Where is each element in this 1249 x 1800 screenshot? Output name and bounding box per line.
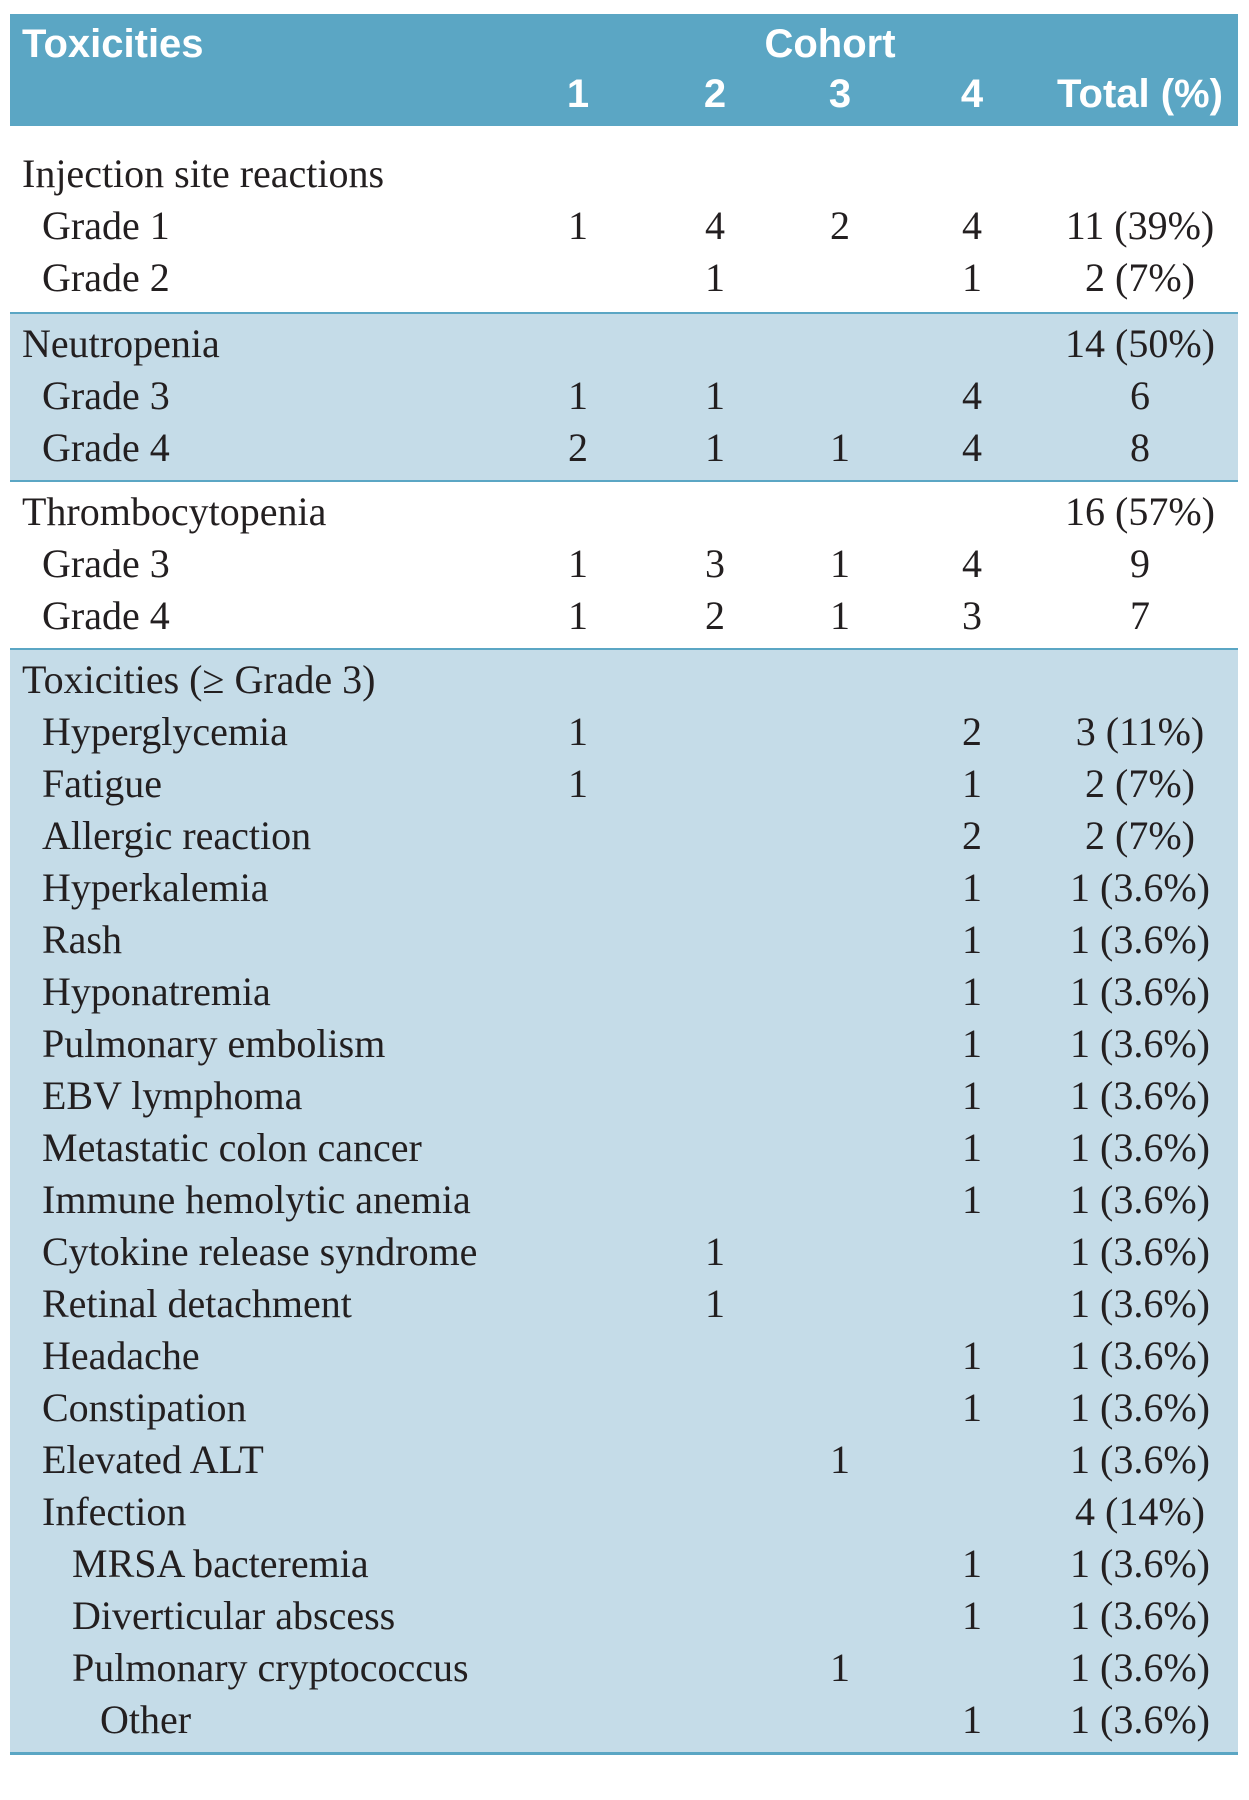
row-label: Grade 2 (42, 255, 170, 300)
table-row (10, 1694, 1238, 1746)
cell-total: 1 (3.6%) (1070, 1229, 1210, 1274)
table-row (10, 966, 1238, 1018)
row-label: Infection (42, 1489, 187, 1534)
cell-total: 1 (3.6%) (1070, 865, 1210, 910)
table-row (10, 1538, 1238, 1590)
row-label: Pulmonary embolism (42, 1021, 386, 1066)
table-row (10, 486, 1238, 538)
cell-cohort-2: 1 (705, 1229, 725, 1274)
cell-total: 1 (3.6%) (1070, 1541, 1210, 1586)
row-label: Elevated ALT (42, 1437, 264, 1482)
table-row (10, 1174, 1238, 1226)
cell-cohort-1: 1 (568, 709, 588, 754)
cell-cohort-4: 1 (962, 1125, 982, 1170)
cell-cohort-3: 1 (830, 425, 850, 470)
cell-cohort-4: 1 (962, 1333, 982, 1378)
cell-total: 7 (1130, 593, 1150, 638)
cell-cohort-4: 1 (962, 255, 982, 300)
column-header-cohort-3: 3 (828, 72, 852, 116)
table-section (10, 482, 1238, 650)
cell-cohort-1: 1 (568, 203, 588, 248)
cell-cohort-3: 1 (830, 1645, 850, 1690)
row-label: Diverticular abscess (72, 1593, 396, 1638)
cell-cohort-4: 4 (962, 541, 982, 586)
toxicities-table (10, 14, 1238, 1755)
row-label: Injection site reactions (22, 151, 385, 196)
table-row (10, 706, 1238, 758)
table-row (10, 252, 1238, 304)
cell-cohort-3: 1 (830, 1437, 850, 1482)
cell-cohort-1: 2 (568, 425, 588, 470)
cell-cohort-1: 1 (568, 593, 588, 638)
row-label: Pulmonary cryptococcus (72, 1645, 469, 1690)
cell-cohort-3: 1 (830, 593, 850, 638)
table-section (10, 126, 1238, 314)
cell-total: 9 (1130, 541, 1150, 586)
table-row (10, 1590, 1238, 1642)
table-row (10, 1122, 1238, 1174)
table-row (10, 590, 1238, 642)
row-label: Toxicities (≥ Grade 3) (22, 657, 376, 702)
cell-cohort-4: 2 (962, 813, 982, 858)
column-header-cohort-4: 4 (960, 72, 984, 116)
row-label: Headache (42, 1333, 200, 1378)
cell-cohort-3: 2 (830, 203, 850, 248)
cell-total: 6 (1130, 373, 1150, 418)
cell-cohort-4: 2 (962, 709, 982, 754)
cell-total: 1 (3.6%) (1070, 1281, 1210, 1326)
table-row (10, 318, 1238, 370)
table-section (10, 650, 1238, 1752)
table-row (10, 1278, 1238, 1330)
table-bottom-rule (10, 1752, 1238, 1755)
row-label: Rash (42, 917, 122, 962)
cell-cohort-1: 1 (568, 761, 588, 806)
row-label: Hyperkalemia (42, 865, 269, 910)
table-row (10, 1642, 1238, 1694)
cell-cohort-4: 3 (962, 593, 982, 638)
cell-cohort-4: 1 (962, 761, 982, 806)
cell-cohort-4: 1 (962, 1177, 982, 1222)
row-label: Thrombocytopenia (22, 489, 327, 534)
cell-total: 1 (3.6%) (1070, 1333, 1210, 1378)
table-row (10, 370, 1238, 422)
row-label: Metastatic colon cancer (42, 1125, 422, 1170)
cell-total: 3 (11%) (1075, 709, 1205, 754)
cell-cohort-4: 1 (962, 865, 982, 910)
cell-cohort-1: 1 (568, 373, 588, 418)
table-row (10, 1226, 1238, 1278)
table-row (10, 1486, 1238, 1538)
cell-total: 1 (3.6%) (1070, 969, 1210, 1014)
cell-cohort-4: 1 (962, 1541, 982, 1586)
cell-total: 11 (39%) (1065, 203, 1215, 248)
row-label: MRSA bacteremia (72, 1541, 369, 1586)
row-label: Neutropenia (22, 321, 220, 366)
table-body (10, 126, 1238, 1752)
row-label: Allergic reaction (42, 813, 312, 858)
row-label: Hyponatremia (42, 969, 271, 1014)
row-label: Grade 3 (42, 373, 170, 418)
row-label: Cytokine release syndrome (42, 1229, 478, 1274)
row-label: Fatigue (42, 761, 162, 806)
cell-cohort-2: 3 (705, 541, 725, 586)
table-row (10, 1070, 1238, 1122)
cell-cohort-4: 1 (962, 1385, 982, 1430)
cell-cohort-4: 4 (962, 203, 982, 248)
table-row (10, 422, 1238, 474)
row-label: Immune hemolytic anemia (42, 1177, 471, 1222)
table-row (10, 148, 1238, 200)
cell-total: 1 (3.6%) (1070, 1645, 1210, 1690)
row-label: Grade 1 (42, 203, 170, 248)
cell-total: 1 (3.6%) (1070, 1125, 1210, 1170)
cell-total: 1 (3.6%) (1070, 1697, 1210, 1742)
table-row (10, 914, 1238, 966)
cell-total: 1 (3.6%) (1070, 1385, 1210, 1430)
table-row (10, 1434, 1238, 1486)
cell-cohort-2: 1 (705, 425, 725, 470)
cell-total: 14 (50%) (1065, 321, 1215, 366)
table-row (10, 1018, 1238, 1070)
row-label: Retinal detachment (42, 1281, 352, 1326)
row-label: Grade 4 (42, 593, 170, 638)
cell-cohort-2: 1 (705, 1281, 725, 1326)
row-label: Grade 3 (42, 541, 170, 586)
cell-total: 1 (3.6%) (1070, 917, 1210, 962)
cell-total: 2 (7%) (1085, 761, 1195, 806)
cell-cohort-4: 4 (962, 425, 982, 470)
row-label: Hyperglycemia (42, 709, 288, 754)
table-row (10, 1330, 1238, 1382)
row-label: EBV lymphoma (42, 1073, 303, 1118)
column-header-toxicities: Toxicities (22, 22, 204, 66)
cell-cohort-4: 1 (962, 1593, 982, 1638)
cell-cohort-4: 1 (962, 1697, 982, 1742)
column-header-cohort-1: 1 (566, 72, 590, 116)
column-header-cohort-2: 2 (703, 72, 727, 116)
cell-total: 1 (3.6%) (1070, 1437, 1210, 1482)
cell-cohort-4: 1 (962, 1073, 982, 1118)
cell-cohort-4: 1 (962, 1021, 982, 1066)
cell-cohort-3: 1 (830, 541, 850, 586)
table-row (10, 538, 1238, 590)
cell-cohort-2: 2 (705, 593, 725, 638)
cell-cohort-2: 1 (705, 373, 725, 418)
cell-total: 4 (14%) (1075, 1489, 1205, 1534)
table-row (10, 1382, 1238, 1434)
cell-cohort-2: 1 (705, 255, 725, 300)
table-header (10, 14, 1238, 126)
row-label: Other (100, 1697, 192, 1742)
table-row (10, 810, 1238, 862)
row-label: Constipation (42, 1385, 247, 1430)
table-row (10, 862, 1238, 914)
cell-total: 2 (7%) (1085, 255, 1195, 300)
table-section (10, 314, 1238, 482)
row-label: Grade 4 (42, 425, 170, 470)
cell-cohort-4: 1 (962, 917, 982, 962)
table-row (10, 654, 1238, 706)
cell-total: 16 (57%) (1065, 489, 1215, 534)
column-header-cohort: Cohort (764, 22, 896, 66)
cell-cohort-4: 1 (962, 969, 982, 1014)
cell-cohort-4: 4 (962, 373, 982, 418)
cell-total: 1 (3.6%) (1070, 1021, 1210, 1066)
cell-total: 8 (1130, 425, 1150, 470)
cell-total: 1 (3.6%) (1070, 1073, 1210, 1118)
cell-total: 2 (7%) (1085, 813, 1195, 858)
cell-total: 1 (3.6%) (1070, 1593, 1210, 1638)
cell-cohort-1: 1 (568, 541, 588, 586)
table-row (10, 200, 1238, 252)
cell-cohort-2: 4 (705, 203, 725, 248)
table-row (10, 758, 1238, 810)
column-header-total: Total (%) (1057, 72, 1223, 116)
cell-total: 1 (3.6%) (1070, 1177, 1210, 1222)
